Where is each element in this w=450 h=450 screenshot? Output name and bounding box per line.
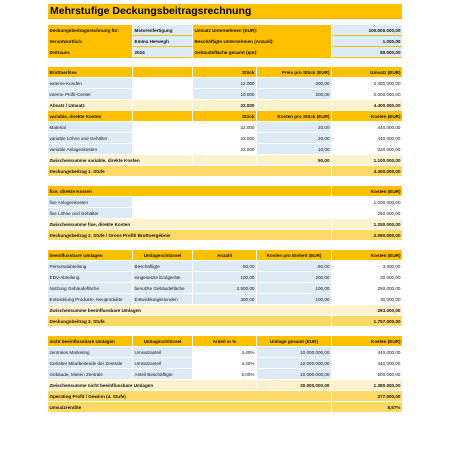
db-row <box>48 230 402 241</box>
header-cell: Kosten (EUR) <box>332 186 402 197</box>
cell[interactable]: 4,40% <box>193 347 257 358</box>
cell[interactable]: 440.000,00 <box>332 122 402 133</box>
cell[interactable]: 4,40% <box>193 358 257 369</box>
cell[interactable]: 2.400.000,00 <box>332 78 402 89</box>
subtotal-label: Zwischensumme beeinflussbare Umlagen <box>48 305 332 316</box>
table-row <box>48 208 402 219</box>
info-value[interactable]: 80.000,00 <box>332 47 402 58</box>
header-cell: Bruttoerlöse <box>48 67 133 78</box>
info-row <box>48 25 402 36</box>
cell[interactable]: 2.000.000,00 <box>332 89 402 100</box>
subtotal-label: Zwischensumme fixe, direkte Kosten <box>48 219 332 230</box>
table-row <box>48 78 402 89</box>
header-cell: fixe, direkte Kosten <box>48 186 332 197</box>
table-row <box>48 261 402 272</box>
cell[interactable]: 100,00 <box>257 283 332 294</box>
header-cell: Kosten pro Einheit (EUR) <box>257 250 332 261</box>
header-cell: Anteil in % <box>193 336 257 347</box>
cell[interactable]: Umsatzanteil <box>133 347 193 358</box>
cell <box>133 100 193 111</box>
cell[interactable]: Umsatzanteil <box>133 358 193 369</box>
section-header-row <box>48 67 402 78</box>
table-row <box>48 283 402 294</box>
table-row <box>48 122 402 133</box>
info-value[interactable]: Motorenfertigung <box>133 25 193 36</box>
db-label: Deckungsbeitrag 2. Stufe / Gross Profit/ Bruttoergebnis <box>48 230 332 241</box>
cell[interactable]: 22.000 <box>193 144 257 155</box>
cell[interactable]: 30.000,00 <box>332 294 402 305</box>
subtotal-value: 1.100.000,00 <box>332 155 402 166</box>
info-label: Deckungsbeitragsrechnung für: <box>48 25 133 36</box>
info-value[interactable]: Emma Herwegh <box>133 36 193 47</box>
cell[interactable]: 200,00 <box>257 89 332 100</box>
cell[interactable]: Beschäftigte <box>133 261 193 272</box>
subtotal-row <box>48 219 402 230</box>
cell[interactable]: 10.000.000,00 <box>257 369 332 380</box>
total-row <box>48 100 402 111</box>
cell[interactable]: Nutzung Gebäudefläche <box>48 283 133 294</box>
cell[interactable] <box>133 89 193 100</box>
subtotal-value: 1.250.000,00 <box>332 219 402 230</box>
header-cell: Stück <box>193 111 257 122</box>
cell[interactable]: variable Anlagenkosten <box>48 144 133 155</box>
db-value: 2.050.000,00 <box>332 230 402 241</box>
total-value: 4.400.000,00 <box>332 100 402 111</box>
header-cell: Kosten (EUR) <box>332 336 402 347</box>
cell[interactable]: interne Profit-Center <box>48 89 133 100</box>
cell[interactable]: 12.000 <box>193 78 257 89</box>
cell[interactable]: 100,00 <box>257 294 332 305</box>
cell[interactable]: 440.000,00 <box>332 358 402 369</box>
header-cell: Umlage gesamt (EUR) <box>257 336 332 347</box>
subtotal-row <box>48 380 402 391</box>
info-label: Beschäftigte Unternehmen (Anzahl): <box>193 36 332 47</box>
cell[interactable]: Material <box>48 122 133 133</box>
cell[interactable]: 200,00 <box>257 78 332 89</box>
cell[interactable]: externe Kunden <box>48 78 133 89</box>
section-header-row <box>48 111 402 122</box>
table-row <box>48 294 402 305</box>
header-cell: Kosten (EUR) <box>332 111 402 122</box>
total-label: Absatz / Umsatz <box>48 100 133 111</box>
cell[interactable]: 50,00 <box>193 261 257 272</box>
header-cell: Anzahl <box>193 250 257 261</box>
info-value[interactable]: 1.000,00 <box>332 36 402 47</box>
cell[interactable]: 5,00% <box>193 369 257 380</box>
cell[interactable]: zentrales Marketing <box>48 347 133 358</box>
profit-row <box>48 391 402 402</box>
spreadsheet <box>48 4 402 413</box>
profit-value: 377.000,00 <box>332 391 402 402</box>
cell[interactable]: 10.000.000,00 <box>257 347 332 358</box>
cell[interactable] <box>257 208 332 219</box>
cell[interactable]: fixe Löhne und Gehälter <box>48 208 133 219</box>
table-row <box>48 133 402 144</box>
header-cell: beeinflussbare Umlagen <box>48 250 133 261</box>
cell[interactable] <box>133 208 193 219</box>
cell[interactable]: 22.000 <box>193 133 257 144</box>
cell[interactable]: 10.000.000,00 <box>257 358 332 369</box>
info-label: Umsatz Unternehmen (EUR): <box>193 25 332 36</box>
db-value: 1.757.000,00 <box>332 316 402 327</box>
cell <box>257 100 332 111</box>
cell[interactable]: fixe Anlagenkosten <box>48 197 133 208</box>
cell[interactable]: EDV-Abteilung <box>48 272 133 283</box>
cell[interactable]: 200,00 <box>257 272 332 283</box>
cell[interactable]: 440.000,00 <box>332 347 402 358</box>
cell: 22.000 <box>193 100 257 111</box>
header-cell: Kosten (EUR) <box>332 250 402 261</box>
sheet-title: Mehrstufige Deckungsbeitragsrechnung <box>48 4 402 19</box>
info-row <box>48 36 402 47</box>
cell[interactable]: 22.000 <box>193 122 257 133</box>
db-label: Deckungsbeitrag 3. Stufe <box>48 316 332 327</box>
header-cell: nicht beeinflussbare Umlagen <box>48 336 133 347</box>
subtotal-label: Zwischensumme variable, direkte Kosten <box>48 155 193 166</box>
subtotal-row <box>48 305 402 316</box>
table-row <box>48 347 402 358</box>
cell[interactable]: 250.000,00 <box>332 283 402 294</box>
db-label: Deckungsbeitrag 1. Stufe <box>48 166 332 177</box>
cell[interactable]: 1.000.000,00 <box>332 197 402 208</box>
cell[interactable]: 20.000,00 <box>332 272 402 283</box>
cell[interactable]: 20,00 <box>257 122 332 133</box>
info-value[interactable]: 100.000.000,00 <box>332 25 402 36</box>
section-header-row <box>48 336 402 347</box>
cell[interactable]: eingesetzte Endgeräte <box>133 272 193 283</box>
table-row <box>48 272 402 283</box>
header-cell <box>133 67 193 78</box>
cell[interactable]: Entwicklung Produkte, Neuprodukte <box>48 294 133 305</box>
cell[interactable]: 60,00 <box>257 261 332 272</box>
table-row <box>48 358 402 369</box>
cell: 30.000.000,00 <box>257 380 332 391</box>
cell[interactable]: benutzte Gebäudefläche <box>133 283 193 294</box>
cell[interactable]: 10,00 <box>257 144 332 155</box>
info-row <box>48 47 402 58</box>
header-cell: Umlageschlüssel <box>133 250 193 261</box>
cell[interactable]: 300,00 <box>193 294 257 305</box>
subtotal-value: 1.380.000,00 <box>332 380 402 391</box>
subtotal-label: Zwischensumme nicht beeinflussbare Umlagen <box>48 380 257 391</box>
info-label: Verantwortlich: <box>48 36 133 47</box>
header-cell: Umsatz (EUR) <box>332 67 402 78</box>
header-cell: variable, direkte Kosten <box>48 111 133 122</box>
cell[interactable]: Entwicklungsstunden <box>133 294 193 305</box>
cell[interactable]: variable Löhne und Gehälter <box>48 133 133 144</box>
rendite-label: Umsatzrendite <box>48 402 332 413</box>
cell[interactable]: 500.000,00 <box>332 369 402 380</box>
subtotal-row <box>48 155 402 166</box>
info-label: Zeitraum: <box>48 47 133 58</box>
subtotal-value: 293.000,00 <box>332 305 402 316</box>
cell: 50,00 <box>257 155 332 166</box>
cell[interactable] <box>133 197 193 208</box>
cell[interactable]: 20,00 <box>257 133 332 144</box>
header-cell: Preis pro Stück (EUR) <box>257 67 332 78</box>
cell[interactable]: Anteil Beschäftigte <box>133 369 193 380</box>
db-value: 3.300.000,00 <box>332 166 402 177</box>
db-row <box>48 316 402 327</box>
table-row <box>48 197 402 208</box>
table-row <box>48 144 402 155</box>
cell[interactable]: 250.000,00 <box>332 208 402 219</box>
cell[interactable]: 2.500,00 <box>193 283 257 294</box>
cell[interactable]: 3.000,00 <box>332 261 402 272</box>
cell[interactable]: Personalabteilung <box>48 261 133 272</box>
cell[interactable]: 220.000,00 <box>332 144 402 155</box>
cell[interactable] <box>193 208 257 219</box>
db-row <box>48 166 402 177</box>
table-row <box>48 89 402 100</box>
cell[interactable] <box>193 197 257 208</box>
header-cell: Umlageschlüssel <box>133 336 193 347</box>
header-cell <box>133 111 193 122</box>
table-row <box>48 369 402 380</box>
cell[interactable] <box>133 78 193 89</box>
cell[interactable] <box>257 197 332 208</box>
cell[interactable]: 100,00 <box>193 272 257 283</box>
info-value[interactable]: 2024 <box>133 47 193 58</box>
header-cell: Stück <box>193 67 257 78</box>
cell[interactable]: 10.000 <box>193 89 257 100</box>
cell[interactable] <box>133 133 193 144</box>
rendite-row <box>48 402 402 413</box>
profit-label: Operating Profit / Gewinn (4. Stufe) <box>48 391 332 402</box>
cell[interactable]: Gebäude, Mieten Zentrale <box>48 369 133 380</box>
rendite-value: 8,57% <box>332 402 402 413</box>
section-header-row <box>48 186 402 197</box>
cell[interactable]: Gehälter Mitarbeitende der Zentrale <box>48 358 133 369</box>
cell <box>193 155 257 166</box>
info-label: Gebäudefläche gesamt (qm): <box>193 47 332 58</box>
header-cell: Kosten pro Stück (EUR) <box>257 111 332 122</box>
cell[interactable] <box>133 144 193 155</box>
cell[interactable] <box>133 122 193 133</box>
cell[interactable]: 440.000,00 <box>332 133 402 144</box>
section-header-row <box>48 250 402 261</box>
